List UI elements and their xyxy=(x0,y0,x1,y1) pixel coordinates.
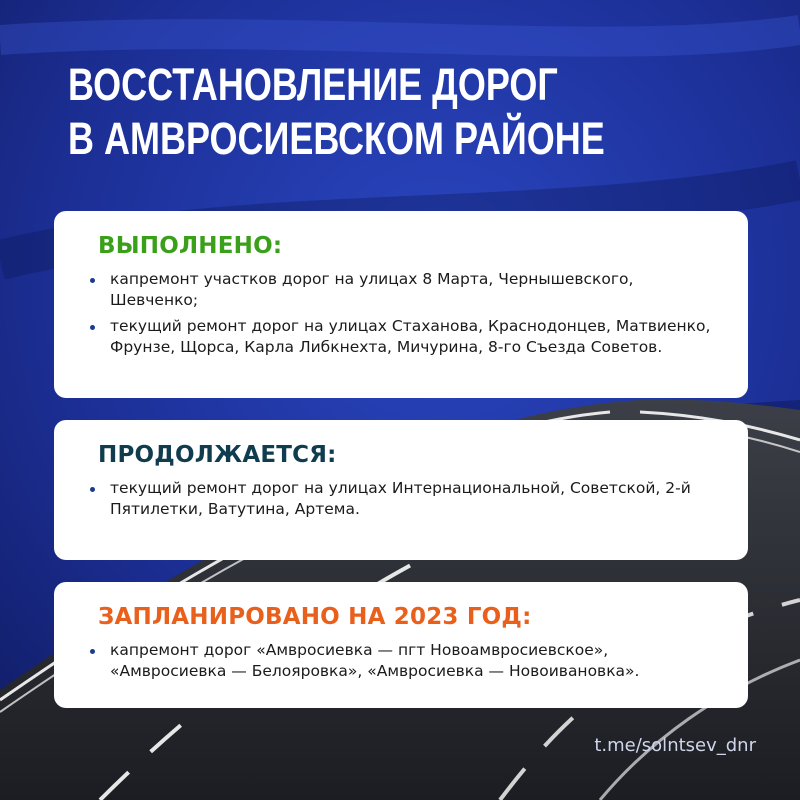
bullet-icon xyxy=(90,325,95,330)
page-title xyxy=(68,58,605,166)
in-progress-list xyxy=(98,478,718,520)
in-progress-card xyxy=(54,420,748,560)
planned-heading: ЗАПЛАНИРОВАНО НА 2023 ГОД: xyxy=(98,604,532,630)
telegram-link[interactable]: t.me/solntsev_dnr xyxy=(594,735,756,756)
title-line-1: ВОССТАНОВЛЕНИЕ ДОРОГ xyxy=(68,59,558,110)
planned-list xyxy=(98,640,718,682)
bullet-icon xyxy=(90,487,95,492)
bullet-icon xyxy=(90,278,95,283)
completed-list xyxy=(98,269,718,358)
list-item: капремонт участков дорог на улицах 8 Марта, Чернышевского, Шевченко; xyxy=(98,269,718,311)
planned-card xyxy=(54,582,748,708)
list-item: текущий ремонт дорог на улицах Стаханова, Краснодонцев, Матвиенко, Фрунзе, Щорса, Карла Либкнехта, Мичурина, 8-го Съезда Советов. xyxy=(98,316,718,358)
list-item: капремонт дорог «Амвросиевка — пгт Новоамвросиевское», «Амвросиевка — Белояровка», «Амвросиевка — Новоивановка». xyxy=(98,640,718,682)
bullet-icon xyxy=(90,649,95,654)
completed-card xyxy=(54,211,748,398)
completed-heading: ВЫПОЛНЕНО: xyxy=(98,233,283,259)
title-line-2: В АМВРОСИЕВСКОМ РАЙОНЕ xyxy=(68,113,605,164)
in-progress-heading: ПРОДОЛЖАЕТСЯ: xyxy=(98,442,337,468)
list-item: текущий ремонт дорог на улицах Интернациональной, Советской, 2-й Пятилетки, Ватутина, Артема. xyxy=(98,478,718,520)
